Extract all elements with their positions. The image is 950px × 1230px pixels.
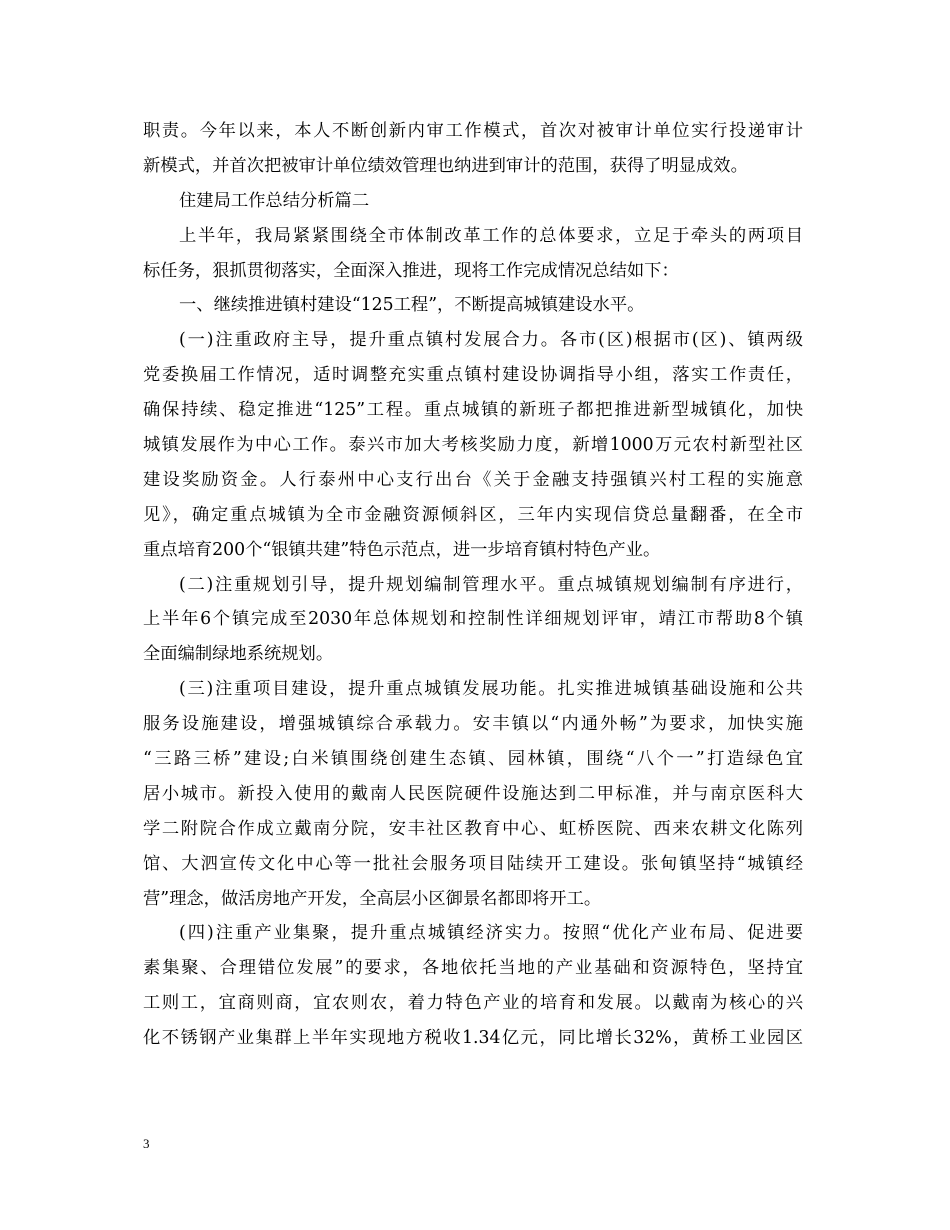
text-line: 上半年，我局紧紧围绕全市体制改革工作的总体要求，立足于牵头的两项目 [179,225,803,246]
text-line: 上半年6个镇完成至2030年总体规划和控制性详细规划评审，靖江市帮助8个镇 [143,609,803,630]
text-line: 化不锈钢产业集群上半年实现地方税收1.34亿元，同比增长32%，黄桥工业园区 [143,1028,803,1049]
text-line: 重点培育200个“银镇共建”特色示范点，进一步培育镇村特色产业。 [143,539,661,560]
text-line: (一)注重政府主导，提升重点镇村发展合力。各市(区)根据市(区)、镇两级 [179,330,803,351]
text-line: 素集聚、合理错位发展”的要求，各地依托当地的产业基础和资源特色，坚持宜 [143,958,803,979]
text-line: 住建局工作总结分析篇二 [179,190,370,211]
text-line: 一、继续推进镇村建设“125工程”，不断提高城镇建设水平。 [179,295,645,316]
text-line: 全面编制绿地系统规划。 [143,644,334,665]
text-line: (三)注重项目建设，提升重点城镇发展功能。扎实推进城镇基础设施和公共 [179,679,803,700]
text-line: 城镇发展作为中心工作。泰兴市加大考核奖励力度，新增1000万元农村新型社区 [143,435,803,456]
text-line: 服务设施建设，增强城镇综合承载力。安丰镇以“内通外畅”为要求，加快实施 [143,714,803,735]
text-line: 党委换届工作情况，适时调整充实重点镇村建设协调指导小组，落实工作责任， [143,365,803,386]
text-line: 建设奖励资金。人行泰州中心支行出台《关于金融支持强镇兴村工程的实施意 [143,469,803,490]
text-line: 确保持续、稳定推进“125”工程。重点城镇的新班子都把推进新型城镇化，加快 [143,400,803,421]
text-line: 学二附院合作成立戴南分院，安丰社区教育中心、虹桥医院、西来农耕文化陈列 [143,818,803,839]
text-line: 新模式，并首次把被审计单位绩效管理也纳进到审计的范围，获得了明显成效。 [143,155,748,176]
text-line: 标任务，狠抓贯彻落实，全面深入推进，现将工作完成情况总结如下： [143,260,679,281]
text-line: 见》，确定重点城镇为全市金融资源倾斜区，三年内实现信贷总量翻番，在全市 [143,504,803,525]
text-line: (四)注重产业集聚，提升重点城镇经济实力。按照“优化产业布局、促进要 [179,923,803,944]
page-number: 3 [143,1136,150,1151]
text-line: “三路三桥”建设;白米镇围绕创建生态镇、园林镇，围绕“八个一”打造绿色宜 [143,749,803,770]
text-line: 工则工，宜商则商，宜农则农，着力特色产业的培育和发展。以戴南为核心的兴 [143,993,803,1014]
text-line: 馆、大泗宣传文化中心等一批社会服务项目陆续开工建设。张甸镇坚持“城镇经 [143,853,803,874]
text-line: (二)注重规划引导，提升规划编制管理水平。重点城镇规划编制有序进行， [179,574,803,595]
document-body [143,114,803,1056]
text-line: 职责。今年以来，本人不断创新内审工作模式，首次对被审计单位实行投递审计 [143,121,803,141]
text-line: 居小城市。新投入使用的戴南人民医院硬件设施达到二甲标准，并与南京医科大 [143,783,803,804]
text-line: 营”理念，做活房地产开发，全高层小区御景名都即将开工。 [143,888,602,909]
